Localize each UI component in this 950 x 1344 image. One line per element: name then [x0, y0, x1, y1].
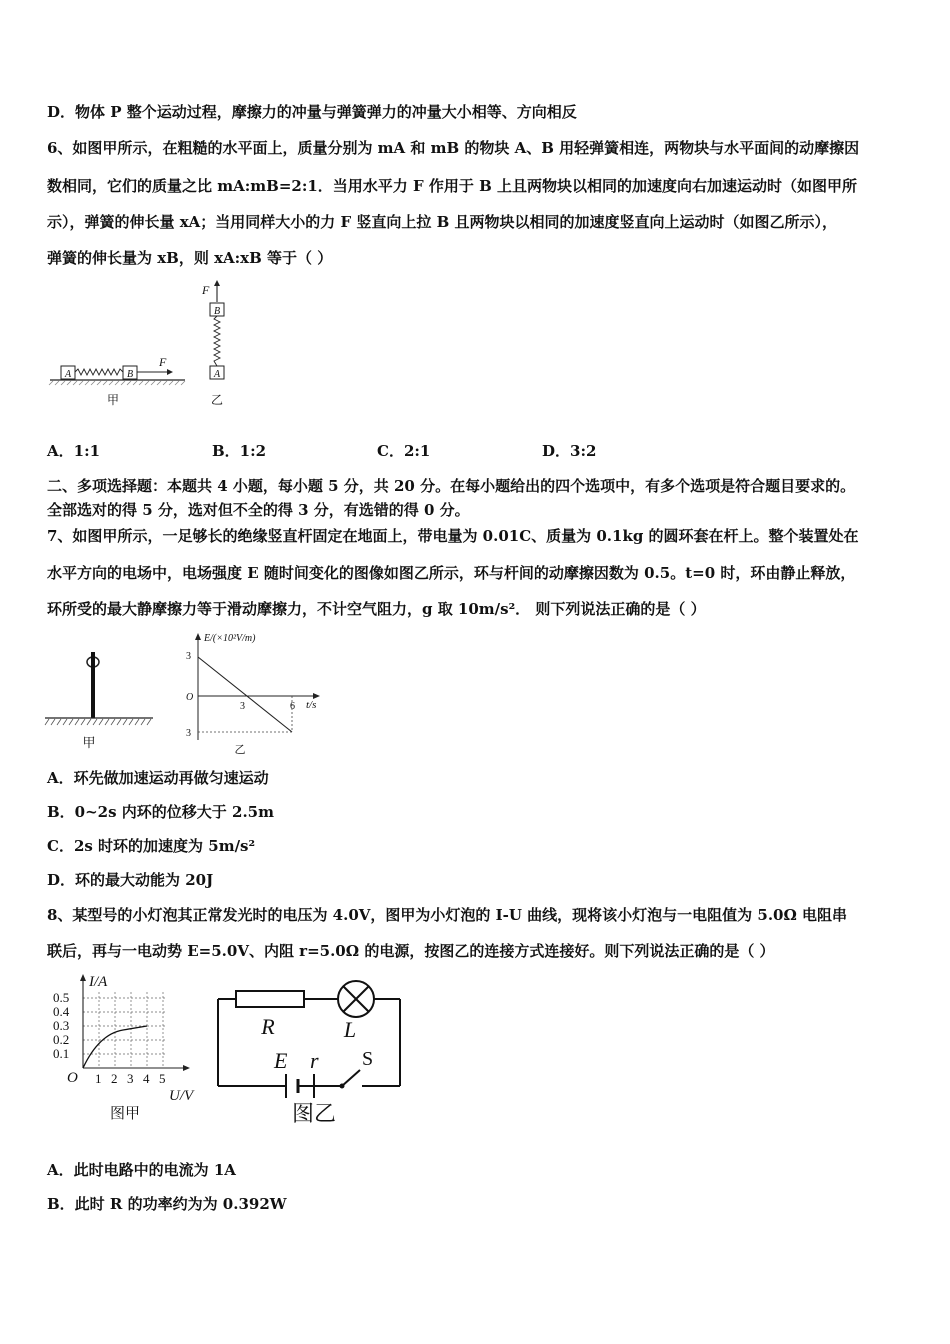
block-a-vertical-label: A [213, 369, 221, 380]
q8-option-b[interactable]: B．此时 R 的功率约为为 0.392W [47, 1195, 287, 1213]
q7-option-d[interactable]: D．环的最大动能为 20J [47, 871, 214, 889]
q8-option-a[interactable]: A．此时电路中的电流为 1A [47, 1161, 236, 1179]
label-jia: 甲 [106, 393, 120, 407]
q7-option-a[interactable]: A．环先做加速运动再做匀速运动 [47, 769, 269, 787]
switch-s [342, 1070, 360, 1086]
y-axis-label: I/A [89, 974, 108, 990]
force-label-horizontal: F [159, 355, 167, 369]
q8-line-2: 联后，再与一电动势 E=5.0V、内阻 r=5.0Ω 的电源，按图乙的连接方式连接好。则下列说法正确的是（ ） [47, 942, 775, 960]
caption-jia: 图甲 [109, 1106, 141, 1122]
label-yi: 乙 [210, 393, 224, 407]
q7-line-1: 7、如图甲所示，一足够长的绝缘竖直杆固定在地面上，带电量为 0.01C、质量为 0.1kg 的圆环套在杆上。整个装置处在 [47, 527, 859, 545]
spring-horizontal [75, 369, 123, 375]
label-r-resistor: R [261, 1014, 275, 1039]
q7-option-b[interactable]: B．0~2s 内环的位移大于 2.5m [47, 803, 274, 821]
block-b-vertical-label: B [213, 306, 221, 317]
y-axis-arrow-icon [80, 974, 86, 981]
y-axis-arrow-icon [195, 633, 201, 640]
x-tick-3: 3 [127, 1071, 134, 1086]
y-tick-bottom: 3 [186, 728, 191, 739]
section2-line-1: 二、多项选择题：本题共 4 小题，每小题 5 分，共 20 分。在每小题给出的四个选项中，有多个选项是符合题目要求的。 [47, 477, 856, 495]
force-label-vertical: F [202, 283, 210, 297]
x-tick-5: 5 [159, 1071, 166, 1086]
block-a-label: A [64, 369, 72, 380]
y-tick-0-3: 0.3 [53, 1018, 70, 1033]
y-tick-0-4: 0.4 [53, 1004, 70, 1019]
label-yi: 乙 [234, 744, 246, 756]
prev-option-d: D．物体 P 整个运动过程，摩擦力的冲量与弹簧弹力的冲量大小相等、方向相反 [47, 103, 577, 121]
arrow-up-icon [214, 280, 220, 286]
resistor-r [236, 991, 304, 1007]
x-axis-label: U/V [169, 1088, 194, 1104]
origin-label: O [186, 692, 194, 703]
q8-figure-jia [45, 970, 215, 1125]
label-l: L [343, 1017, 357, 1042]
y-tick-0-2: 0.2 [53, 1032, 70, 1047]
q8-figure-yi [210, 975, 410, 1125]
x-axis-label: t/s [306, 699, 317, 711]
q7-line-2: 水平方向的电场中，电场强度 E 随时间变化的图像如图乙所示，环与杆间的动摩擦因数为 0.5。t=0 时，环由静止释放， [47, 564, 856, 582]
q6-line-3: 示），弹簧的伸长量 xA；当用同样大小的力 F 竖直向上拉 B 且两物块以相同的加速度竖直向上运动时（如图乙所示）， [47, 213, 838, 231]
label-r-internal: r [310, 1048, 319, 1073]
q7-figure-jia [45, 640, 165, 755]
origin-label: O [67, 1070, 78, 1086]
x-axis-arrow-icon [183, 1065, 190, 1071]
x-tick-6: 6 [290, 701, 295, 712]
y-tick-top: 3 [186, 651, 191, 662]
arrow-head-icon [167, 369, 173, 375]
section2-line-2: 全部选对的得 5 分，选对但不全的得 3 分，有选错的得 0 分。 [47, 501, 470, 519]
q7-figure-yi [180, 630, 340, 755]
label-jia: 甲 [82, 735, 96, 750]
q6-option-d[interactable]: D．3:2 [542, 442, 597, 460]
y-axis-label: E/(×10²V/m) [204, 633, 256, 644]
caption-yi: 图乙 [291, 1101, 337, 1126]
x-tick-2: 2 [111, 1071, 118, 1086]
label-e: E [274, 1048, 288, 1073]
spring-vertical [214, 316, 220, 366]
q6-line-2: 数相同，它们的质量之比 mA:mB=2:1．当用水平力 F 作用于 B 上且两物块以相同的加速度向右加速运动时（如图甲所 [47, 177, 858, 195]
q6-option-b[interactable]: B．1:2 [212, 442, 267, 460]
q8-line-1: 8、某型号的小灯泡其正常发光时的电压为 4.0V，图甲为小灯泡的 I-U 曲线，现将该小灯泡与一电阻值为 5.0Ω 电阻串 [47, 906, 848, 924]
e-t-line [198, 657, 292, 732]
q6-option-a[interactable]: A．1:1 [47, 442, 101, 460]
y-tick-0-1: 0.1 [53, 1046, 70, 1061]
block-b-label: B [126, 369, 134, 380]
q6-line-1: 6、如图甲所示，在粗糙的水平面上，质量分别为 mA 和 mB 的物块 A、B 用轻弹簧相连，两物块与水平面间的动摩擦因 [47, 139, 860, 157]
x-tick-4: 4 [143, 1071, 150, 1086]
q6-figure [45, 280, 245, 410]
x-tick-1: 1 [95, 1071, 102, 1086]
q6-option-c[interactable]: C．2:1 [377, 442, 431, 460]
x-tick-3: 3 [240, 701, 245, 712]
y-tick-0-5: 0.5 [53, 990, 70, 1005]
q7-line-3: 环所受的最大静摩擦力等于滑动摩擦力，不计空气阻力，g 取 10m/s²． 则下列说法正确的是（ ） [47, 600, 706, 618]
ground-hatching [49, 381, 185, 385]
q7-option-c[interactable]: C．2s 时环的加速度为 5m/s² [47, 837, 256, 855]
q6-line-4: 弹簧的伸长量为 xB，则 xA:xB 等于（ ） [47, 249, 333, 267]
label-s: S [362, 1048, 374, 1070]
ground-hatching [45, 719, 151, 725]
